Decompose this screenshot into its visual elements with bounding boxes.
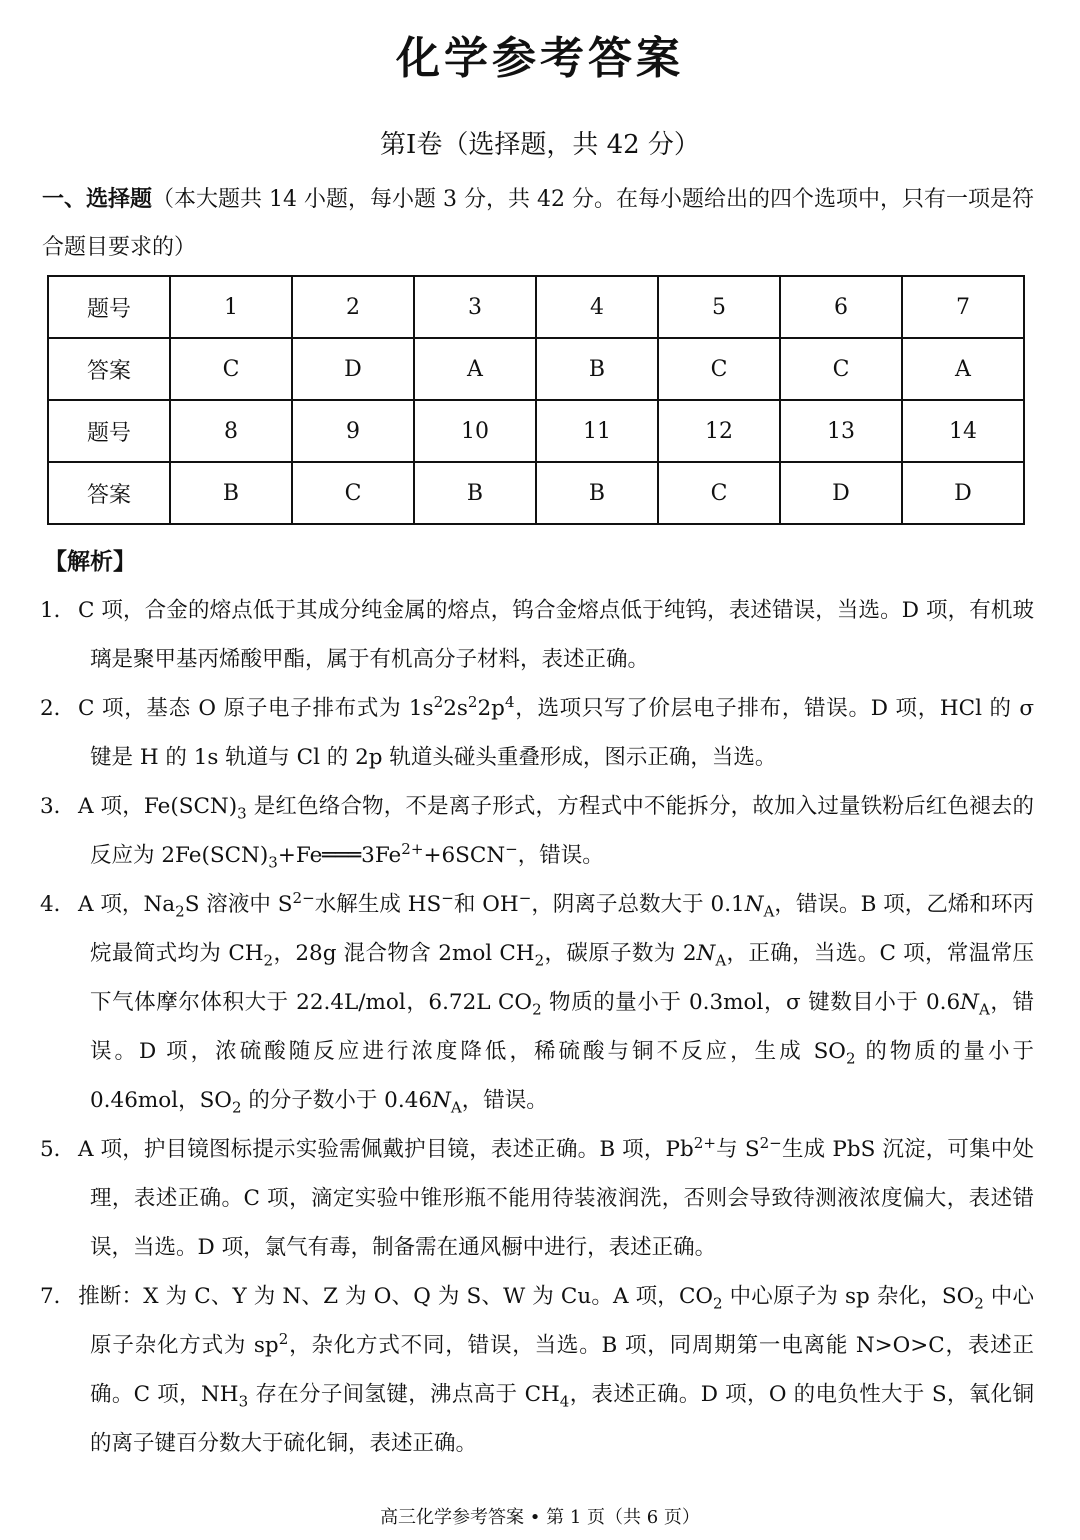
section-intro: [42, 176, 1038, 272]
section-heading: 一、选择题: [42, 187, 153, 212]
question-number-cell: 7: [902, 276, 1024, 338]
answer-cell: C: [658, 338, 780, 400]
answer-label-cell: 答案: [48, 338, 170, 400]
item-text: 推断：X 为 C、Y 为 N、Z 为 O、Q 为 S、W 为 Cu。A 项，$CO_2$ 中心原子为 sp 杂化，$SO_2$ 中心原子杂化方式为 $sp^2$，杂化方式不同，错误，当选。B 项，同周期第一电离能 N>O>C，表述正确。C 项，$NH_3$ 存在分子间氢键，沸点高于 $CH_4$，表述正确。D 项，O 的电负性大于 S，氧化铜的离子键百分数大于硫化铜，表述正确。: [78, 1284, 1035, 1456]
analysis-item: [40, 782, 1034, 880]
item-number: 3．: [40, 794, 76, 819]
item-text: A 项，$Fe(SCN)_3$ 是红色络合物，不是离子形式，方程式中不能拆分，故加入过量铁粉后红色褪去的反应为 $2Fe(SCN)_3+Fe═══3Fe^{2+}+6SCN^-$，错误。: [78, 794, 1034, 872]
analysis-item: [40, 586, 1034, 684]
part-subtitle: 第Ⅰ卷（选择题，共 42 分）: [380, 130, 700, 160]
answer-cell: A: [902, 338, 1024, 400]
question-number-cell: 4: [536, 276, 658, 338]
question-number-cell: 9: [292, 400, 414, 462]
answer-cell: C: [780, 338, 902, 400]
item-number: 4．: [40, 892, 76, 917]
answer-row: [48, 462, 1024, 524]
question-number-row: [48, 400, 1024, 462]
item-text: C 项，基态 O 原子电子排布式为 $1s^22s^22p^4$，选项只写了价层电子排布，错误。D 项，HCl 的 σ 键是 H 的 1s 轨道与 Cl 的 2p 轨道头碰头重叠形成，图示正确，当选。: [78, 692, 1034, 770]
analysis-item: [40, 1272, 1034, 1468]
question-number-cell: 5: [658, 276, 780, 338]
answer-cell: C: [658, 462, 780, 524]
item-text: C 项，合金的熔点低于其成分纯金属的熔点，钨合金熔点低于纯钨，表述错误，当选。D 项，有机玻璃是聚甲基丙烯酸甲酯，属于有机高分子材料，表述正确。: [78, 598, 1034, 672]
question-number-cell: 12: [658, 400, 780, 462]
answer-cell: B: [414, 462, 536, 524]
answer-label-cell: 答案: [48, 462, 170, 524]
item-number: 2．: [40, 696, 76, 721]
answer-cell: C: [292, 462, 414, 524]
section-description: （本大题共 14 小题，每小题 3 分，共 42 分。在每小题给出的四个选项中，只有一项是符合题目要求的）: [42, 187, 1034, 260]
question-number-cell: 13: [780, 400, 902, 462]
item-text: A 项，$Na_2S$ 溶液中 $S^{2-}$水解生成 HS−和 OH−，阴离子总数大于 $0.1N_A$，错误。B 项，乙烯和环丙烷最简式均为 $CH_2$，28g 混合物含 2mol $CH_2$，碳原子数为 $2N_A$，正确，当选。C 项，常温常压下气体摩尔体积大于 22.4L/mol，6.72L $CO_2$ 物质的量小于 0.3mol，σ 键数目小于 $0.6N_A$，错误。D 项，浓硫酸随反应进行浓度降低，稀硫酸与铜不反应，生成 $SO_2$ 的物质的量小于 0.46mol，$SO_2$ 的分子数小于 $0.46N_A$，错误。: [78, 888, 1035, 1117]
question-number-cell: 14: [902, 400, 1024, 462]
analysis-list: [40, 586, 1034, 1468]
item-number: 5．: [40, 1137, 76, 1162]
answer-cell: A: [414, 338, 536, 400]
question-number-cell: 10: [414, 400, 536, 462]
question-number-row: [48, 276, 1024, 338]
question-number-label-cell: 题号: [48, 400, 170, 462]
question-number-label-cell: 题号: [48, 276, 170, 338]
item-number: 7．: [40, 1284, 76, 1309]
analysis-item: [40, 684, 1034, 782]
answer-cell: D: [902, 462, 1024, 524]
page-footer: 高三化学参考答案 • 第 1 页（共 6 页）: [380, 1507, 700, 1528]
question-number-cell: 2: [292, 276, 414, 338]
page-title: 化学参考答案: [396, 33, 684, 84]
answer-cell: D: [292, 338, 414, 400]
answer-table: [47, 275, 1025, 525]
answer-cell: B: [536, 338, 658, 400]
analysis-heading: 【解析】: [44, 549, 136, 575]
analysis-item: [40, 1125, 1034, 1272]
question-number-cell: 1: [170, 276, 292, 338]
analysis-item: [40, 880, 1034, 1125]
answer-cell: C: [170, 338, 292, 400]
question-number-cell: 6: [780, 276, 902, 338]
item-text: A 项，护目镜图标提示实验需佩戴护目镜，表述正确。B 项，$Pb^{2+}$与 $S^{2-}$生成 PbS 沉淀，可集中处理，表述正确。C 项，滴定实验中锥形瓶不能用待装液润洗，否则会导致待测液浓度偏大，表述错误，当选。D 项，氯气有毒，制备需在通风橱中进行，表述正确。: [78, 1133, 1034, 1260]
answer-cell: D: [780, 462, 902, 524]
answer-cell: B: [170, 462, 292, 524]
item-number: 1．: [40, 598, 76, 623]
question-number-cell: 3: [414, 276, 536, 338]
question-number-cell: 11: [536, 400, 658, 462]
question-number-cell: 8: [170, 400, 292, 462]
answer-row: [48, 338, 1024, 400]
answer-cell: B: [536, 462, 658, 524]
